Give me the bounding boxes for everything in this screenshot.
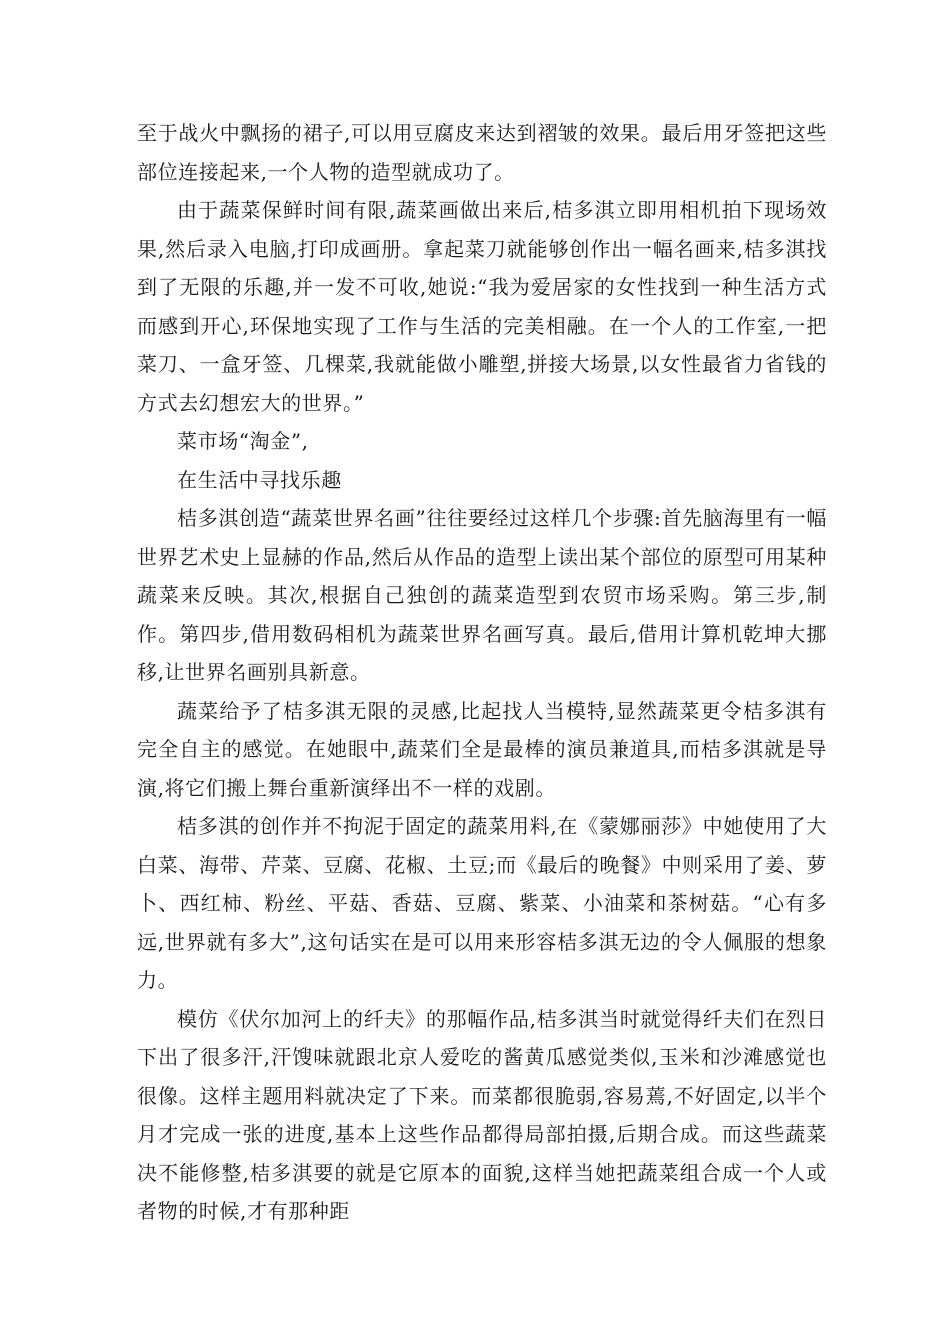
paragraph: 至于战火中飘扬的裙子,可以用豆腐皮来达到褶皱的效果。最后用牙签把这些部位连接起来,一个人物的造型就成功了。 [137,121,827,184]
paragraph: 桔多淇创造“蔬菜世界名画”往往要经过这样几个步骤:首先脑海里有一幅世界艺术史上显赫的作品,然后从作品的造型上读出某个部位的原型可用某种蔬菜来反映。其次,根据自己独创的蔬菜造型到农贸市场采购。第三步,制作。第四步,借用数码相机为蔬菜世界名画写真。最后,借用计算机乾坤大挪移,让世界名画别具新意。 [137,506,827,684]
paragraph: 模仿《伏尔加河上的纤夫》的那幅作品,桔多淇当时就觉得纤夫们在烈日下出了很多汗,汗馊味就跟北京人爱吃的酱黄瓜感觉类似,玉米和沙滩感觉也很像。这样主题用料就决定了下来。而菜都很脆弱,容易蔫,不好固定,以半个月才完成一张的进度,基本上这些作品都得局部拍摄,后期合成。而这些蔬菜决不能修整,桔多淇要的就是它原本的面貌,这样当她把蔬菜组合成一个人或者物的时候,才有那种距 [137,1006,827,1223]
paragraph: 蔬菜给予了桔多淇无限的灵感,比起找人当模特,显然蔬菜更令桔多淇有完全自主的感觉。在她眼中,蔬菜们全是最棒的演员兼道具,而桔多淇就是导演,将它们搬上舞台重新演绎出不一样的戏剧。 [137,698,827,800]
document-page [137,114,827,1231]
section-heading-line-1: 菜市场“淘金”, [177,429,309,453]
paragraph: 桔多淇的创作并不拘泥于固定的蔬菜用料,在《蒙娜丽莎》中她使用了大白菜、海带、芹菜、豆腐、花椒、土豆;而《最后的晚餐》中则采用了姜、萝卜、西红柿、粉丝、平菇、香菇、豆腐、紫菜、小油菜和茶树菇。“心有多远,世界就有多大”,这句话实在是可以用来形容桔多淇无边的令人佩服的想象力。 [137,814,827,992]
paragraph: 由于蔬菜保鲜时间有限,蔬菜画做出来后,桔多淇立即用相机拍下现场效果,然后录入电脑,打印成画册。拿起菜刀就能够创作出一幅名画来,桔多淇找到了无限的乐趣,并一发不可收,她说:“我为爱居家的女性找到一种生活方式而感到开心,环保地实现了工作与生活的完美相融。在一个人的工作室,一把菜刀、一盒牙签、几棵菜,我就能做小雕塑,拼接大场景,以女性最省力省钱的方式去幻想宏大的世界。” [137,198,827,415]
section-heading-line-2: 在生活中寻找乐趣 [177,467,342,492]
